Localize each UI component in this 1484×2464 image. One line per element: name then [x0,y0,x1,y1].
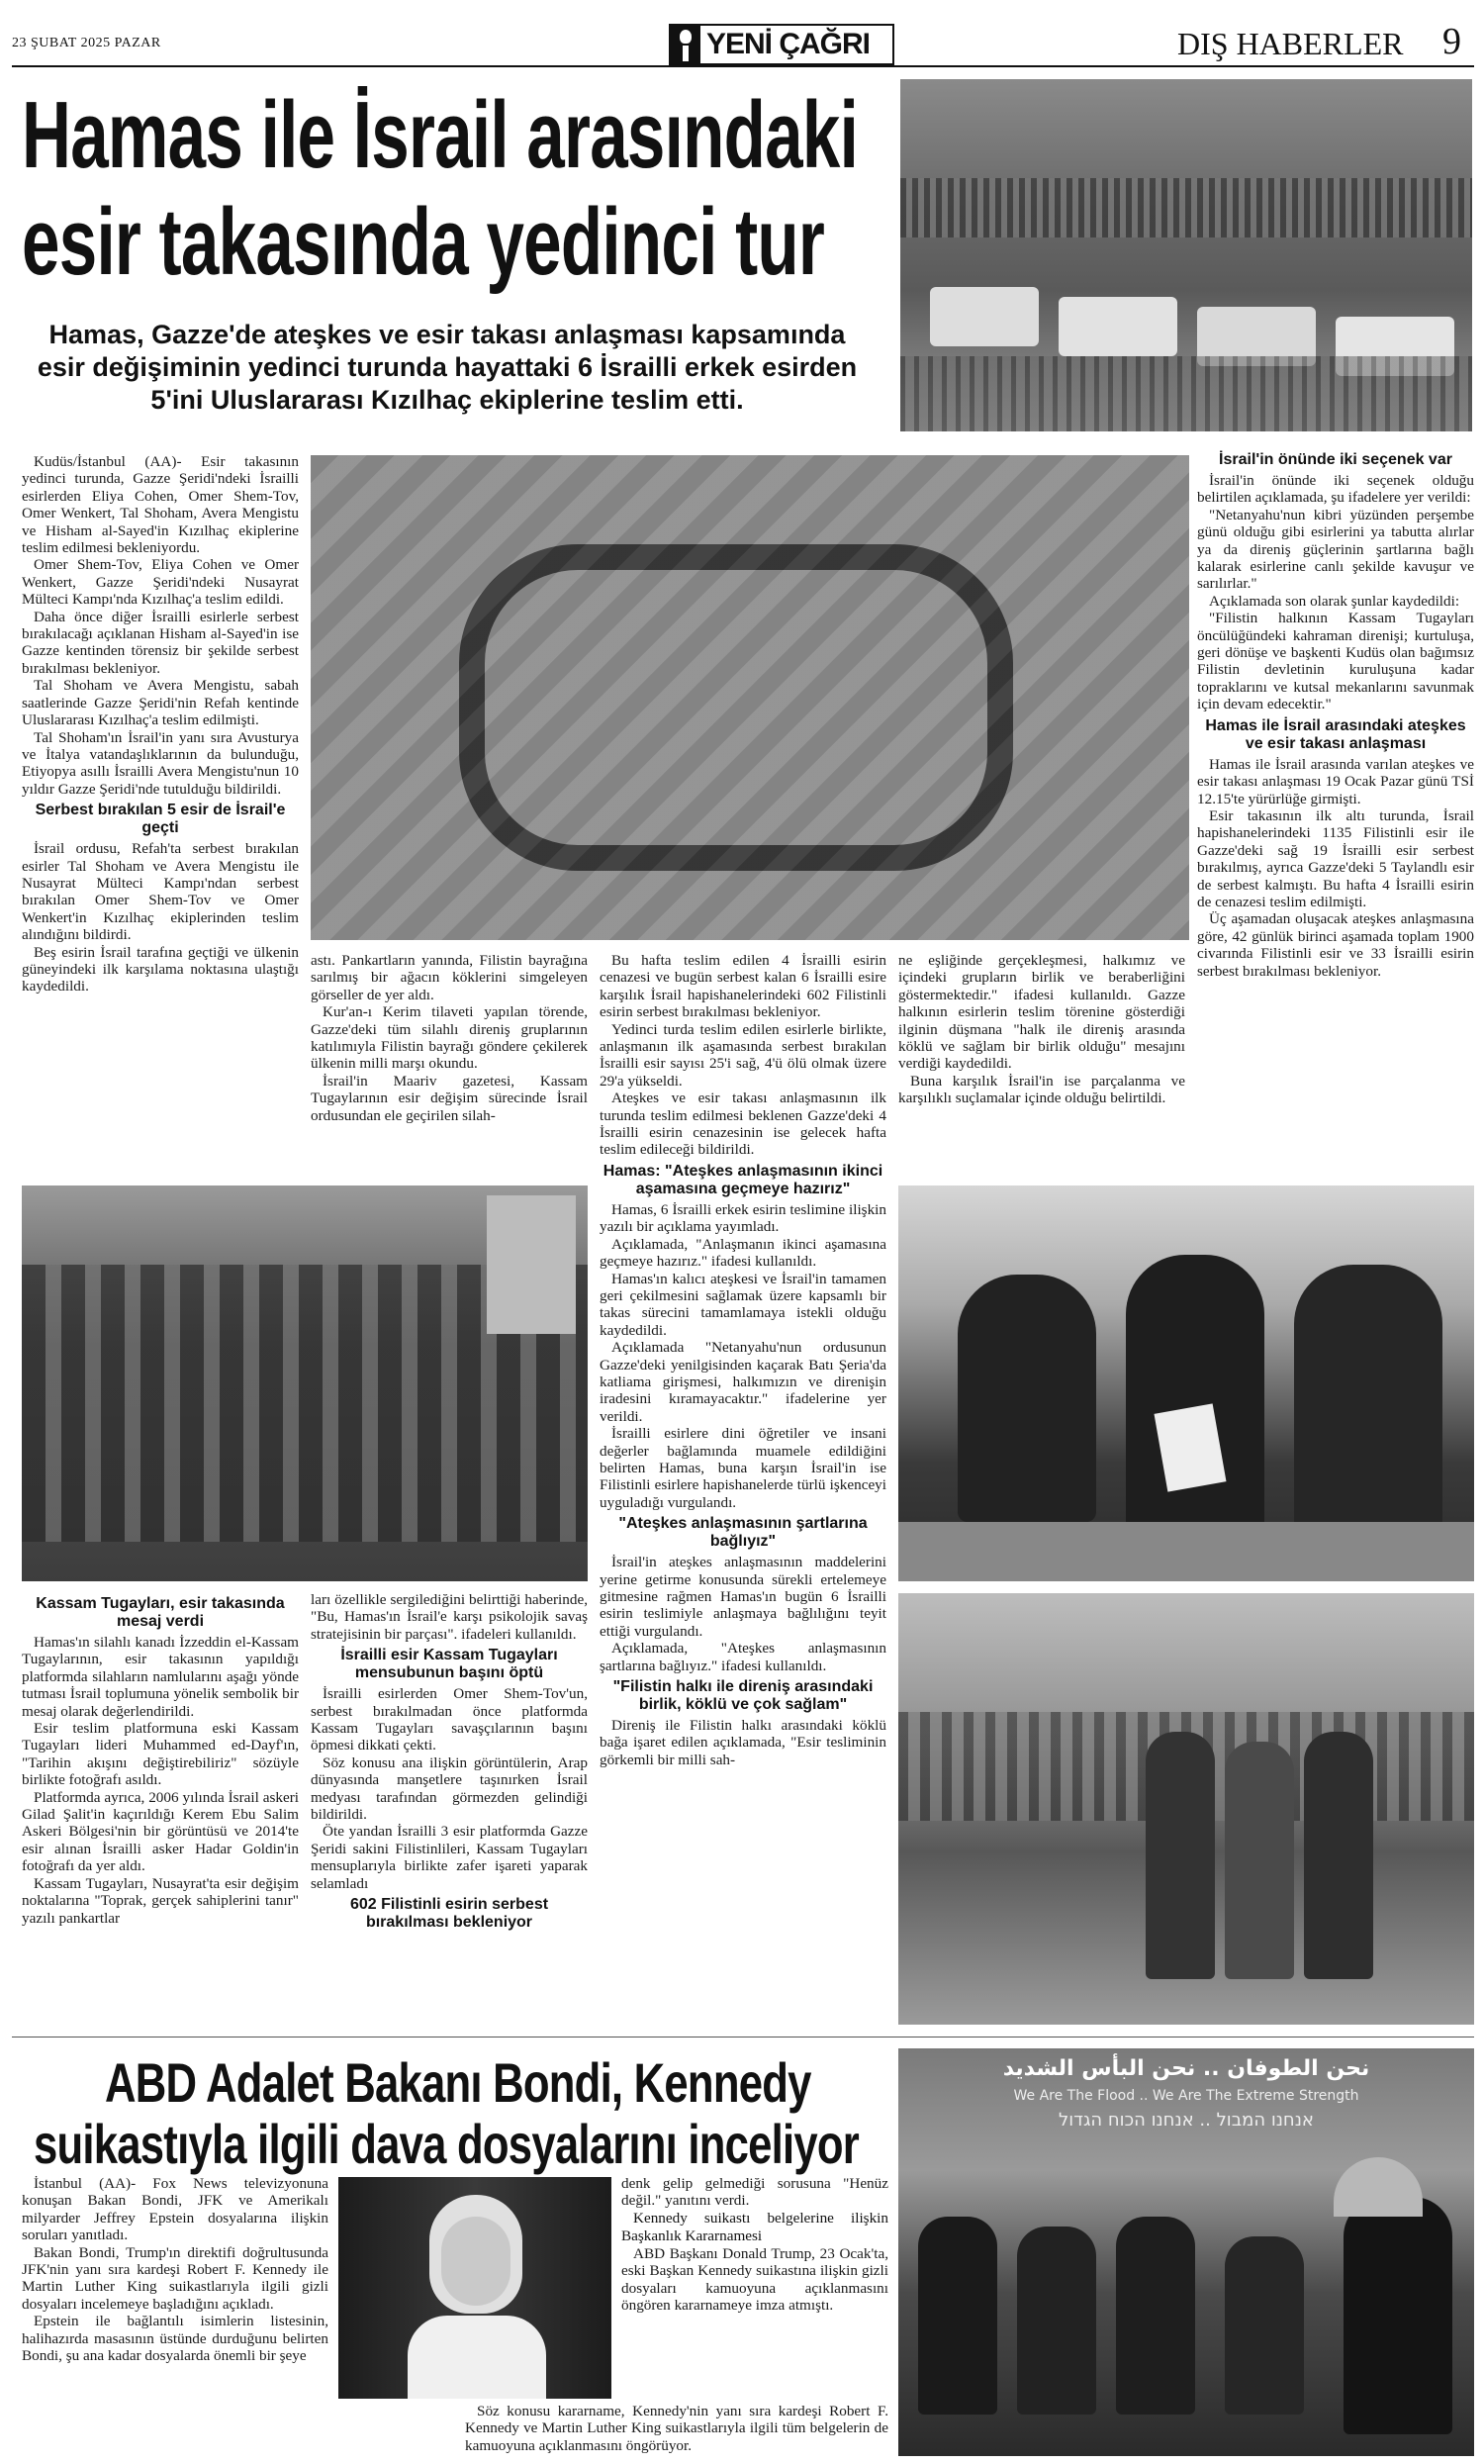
banner-english: We Are The Flood .. We Are The Extreme Strength [1013,2088,1359,2104]
paragraph: ABD Başkanı Donald Trump, 23 Ocak'ta, eski Başkan Kennedy suikastına ilişkin gizli dosyaları kamuoyuna açıklanmasını öngören kararnameye imza atmıştı. [621,2244,888,2315]
paragraph: Kudüs/İstanbul (AA)- Esir takasının yedinci turunda, Gazze Şeridi'ndeki İsrailli esirlerden Eliya Cohen, Omer Shem-Tov, Omer Wenkert, Tal Shoham, Avera Mengistu ve Hisham al-Sayed'in Kızılhaç ekiplerine teslim edilmesi bekleniyordu. [22,453,299,557]
header-rule [12,65,1474,67]
paragraph: Bu hafta teslim edilen 4 İsrailli esirin cenazesi ve bugün serbest kalan 6 İsrailli esire karşılık İsrail hapishanelerindeki 602 Filistinli esirin serbest bırakılması bekleniyor. [600,952,886,1021]
subheading: Serbest bırakılan 5 esir de İsrail'e geçti [35,802,286,837]
paragraph: Esir takasının ilk altı turunda, İsrail hapishanelerindeki 1135 Filistinli esir ile Gazze'deki sağ 19 İsrailli esir serbest bırakılmış, ayrıca Gazze'deki 5 Taylandlı esir de serbest kalmıştı. Bu hafta 4 İsrailli esirin de cenazesi teslim edilmişti. [1197,806,1474,910]
article1-column-2 [311,952,588,1176]
paragraph: Daha önce diğer İsrailli esirlerle serbest bırakılacağı açıklanan Hisham al-Sayed'in ise Gazze kentinden törensiz bir şekilde serbest bırakılması bekleniyor. [22,608,299,677]
photo-aerial-crowd [311,455,1189,940]
paragraph: denk gelip gelmediği sorusuna "Henüz değil." yanıtını verdi. [621,2175,888,2210]
article2-column-1 [22,2175,328,2454]
paragraph: Hamas'ın silahlı kanadı İzzeddin el-Kassam Tugaylarının, esir takasının yapıldığı platformda silahların namlularını aşağı yönde tutması İsrail toplumuna yönelik sembolik bir mesaj olarak değerlendirildi. [22,1634,299,1720]
torch-icon [671,26,700,63]
subheading: Hamas ile İsrail arasındaki ateşkes ve esir takası anlaşması [1205,716,1466,752]
deck: Hamas, Gazze'de ateşkes ve esir takası anlaşması kapsamında esir değişiminin yedinci turunda hayattaki 6 İsrailli erkek esirden 5'ini Uluslararası Kızılhaç ekiplerine teslim etti. [37,320,858,415]
paragraph: İsrail ordusu, Refah'ta serbest bırakılan esirler Tal Shoham ve Avera Mengistu ile Nusayrat Mülteci Kampı'ndan serbest bırakılan Omer Shem-Tov ve Omer Wenkert'in Kızılhaç ekiplerinden teslim alındığını bildirdi. [22,840,299,944]
photo-pam-bondi [338,2177,611,2399]
article1-column-lower-1 [22,1591,299,2025]
paragraph: ları özellikle sergilediğini belirttiği haberinde, "Bu, Hamas'ın İsrail'e karşı psikolojik savaş stratejisinin bir parçası". ifadeleri kullanıldı. [311,1591,588,1643]
paragraph: Direniş ile Filistin halkı arasındaki köklü bağa işaret edilen açıklamada, "Esir tesliminin görkemli bir milli sah- [600,1717,886,1768]
paragraph: Buna karşılık İsrail'in ise parçalanma ve karşılıklı suçlamalar içinde olduğu belirtildi. [898,1072,1185,1107]
paragraph: Öte yandan İsrailli 3 esir platformda Gazze Şeridi sakini Filistinlileri, Kassam Tugayları mensuplarıyla birlikte zafer işareti yaparak selamladı [311,1823,588,1892]
paragraph: ne eşliğinde gerçekleşmesi, halkımız ve içindeki grupların birlik ve beraberliğini göstermektedir." ifadesi kullanıldı. Gazze halkının esirlerin teslim törenine gösterdiği ilginin düşmana "halk ile direniş arasında köklü ve sağlam bir birlik olduğu" mesajını verdiği kaydedildi. [898,952,1185,1073]
headline-line-1: Hamas ile İsrail arasındaki [22,82,859,188]
photo-fighters-stage [22,1185,588,1581]
section-divider [12,2037,1474,2038]
subheading: İsrailli esir Kassam Tugayları mensubunun başını öptü [340,1647,558,1682]
paragraph: "Netanyahu'nun kibri yüzünden perşembe günü olduğu gibi esirlerini ya tabutta alırlar ya da direniş güçlerinin şartlarına bağlı kalarak esirlerine canlı şekilde kavuşur ve sarılırlar." [1197,506,1474,593]
article2-column-2 [621,2175,888,2399]
article1-column-1 [22,453,299,1176]
paragraph: Açıklamada son olarak şunlar kaydedildi: [1209,592,1460,610]
subheading: Kennedy suikastı belgelerine ilişkin Başkanlık Kararnamesi [621,2209,888,2244]
paragraph: Yedinci turda teslim edilen esirlerle birlikte, anlaşmanın ilk aşamasında serbest bırakılan İsrailli esir sayısı 25'i sağ, 4'ü ölü olmak üzere 29'a yükseldi. [600,1020,886,1090]
article1-column-right [1197,447,1474,1180]
paragraph: Açıklamada "Netanyahu'nun ordusunun Gazze'deki yenilgisinden kaçarak Batı Şeria'da katliama girişmesi, halkımızın ve direnişin iradesini kıramayacaktır." ifadelerine yer verildi. [600,1339,886,1425]
photo-gaza-trucks [900,79,1472,431]
paragraph: Omer Shem-Tov, Eliya Cohen ve Omer Wenkert, Gazze Şeridi'ndeki Nusayrat Mülteci Kampı'nda Kızılhaç'a teslim edildi. [22,556,299,609]
photo-hostage-certificate [898,1185,1474,1581]
banner-arabic: نحن الطوفان .. نحن البأس الشديد [1002,2056,1370,2081]
paragraph: Beş esirin İsrail tarafına geçtiği ve ülkenin güneyindeki ilk karşılama noktasına ulaştığı kaydedildi. [22,943,299,995]
paragraph: Açıklamada, "Ateşkes anlaşmasının şartlarına bağlıyız." ifadesi kullanıldı. [600,1640,886,1674]
paragraph: Hamas'ın kalıcı ateşkesi ve İsrail'in tamamen geri çekilmesini sağlamak üzere kapsamlı bir takas sürecini tamamlamaya istekli olduğu kaydedildi. [600,1270,886,1339]
paragraph: "Filistin halkının Kassam Tugayları öncülüğündeki kahraman direnişi; kurtuluşa, geri dönüşe ve başkenti Kudüs olan bağımsız Filistin devletinin kuruluşuna kadar topraklarını ve kutsal mekanlarını savunmak için devam edecektir." [1197,610,1474,713]
photo-banner-ceremony [898,2048,1474,2456]
section-title: DIŞ HABERLER [1177,26,1404,61]
subheading: Kassam Tugayları, esir takasında mesaj verdi [36,1595,285,1630]
paragraph: İsrailli esirlerden Omer Shem-Tov'un, serbest bırakılmadan önce platformda Kassam Tugayları savaşçılarının başını öpmesi dikkati çekti. [311,1685,588,1754]
photo-handover-walk [898,1593,1474,2025]
paragraph: Kur'an-ı Kerim tilaveti yapılan törende, Gazze'deki tüm silahlı direniş gruplarının katılımıyla Filistin bayrağı göndere çekilerek ülkenin milli marşı okundu. [311,1003,588,1073]
paragraph: Platformda ayrıca, 2006 yılında İsrail askeri Gilad Şalit'in kaçırıldığı Kerem Ebu Salim Askeri Bölgesi'nin bir görüntüsü ve 2014'te esir alınan İsrailli asker Hadar Goldin'in fotoğrafı da yer aldı. [22,1788,299,1875]
paragraph: İsrail'in ateşkes anlaşmasının maddelerini yerine getirme konusunda sürekli ertelemeye gitmesine rağmen Hamas'ın bugün 6 İsrailli esirin teslimiyle anlaşmaya bağlılığını teyit ettiği vurgulandı. [600,1554,886,1640]
article1-column-lower-2 [311,1591,588,2025]
paragraph: Epstein ile bağlantılı isimlerin listesinin, halihazırda masasının üstünde durduğunu belirten Bondi, şu ana kadar dosyalarda önemli bir şeye [22,2313,328,2365]
paragraph: Kassam Tugayları, Nusayrat'ta esir değişim noktalarına "Toprak, gerçek sahiplerini tanır" yazılı pankartlar [22,1874,299,1927]
paragraph: İstanbul (AA)- Fox News televizyonuna konuşan Bakan Bondi, JFK ve Amerikalı milyarder Jeffrey Epstein dosyalarına ilişkin soruları yanıtladı. [22,2175,328,2244]
subheading: "Ateşkes anlaşmasının şartlarına bağlıyız" [618,1515,868,1551]
paragraph: Açıklamada, "Anlaşmanın ikinci aşamasına geçmeye hazırız." ifadesi kullanıldı. [600,1235,886,1271]
paragraph: Söz konusu kararname, Kennedy'nin yanı sıra kardeşi Robert F. Kennedy ve Martin Luther King suikastlarıyla ilgili tüm belgelerin de kamuoyuna açıklanmasını öngörüyor. [465,2403,888,2454]
subheading: İsrail'in önünde iki seçenek var [1219,451,1452,468]
banner-hebrew: אנחנו המבול .. אנחנו הכוח הגדול [1059,2110,1314,2131]
paragraph: İsrail'in önünde iki seçenek olduğu belirtilen açıklamada, şu ifadelere yer verildi: [1197,472,1474,507]
article2-headline-line-2: suikastıyla ilgili dava dosyalarını inceliyor [34,2113,860,2175]
paragraph: Söz konusu ana ilişkin görüntülerin, Arap dünyasında manşetlere taşınırken İsrail medyası tarafından görmezden gelindiği bildirildi. [311,1753,588,1824]
article2-headline-box [22,2048,888,2177]
logo-text: YENİ ÇAĞRI [706,28,871,60]
article1-column-3 [600,952,886,2040]
paragraph: Tal Shoham'ın İsrail'in yanı sıra Avusturya ve İtalya vatandaşlıklarının da bulunduğu, Etiyopya asıllı İsrailli Avera Mengistu'nun 10 yıldır Gazze Şeridi'nde tutulduğu bildirildi. [22,728,299,798]
masthead-logo[interactable] [669,24,894,65]
article1-column-4 [898,952,1185,1176]
paragraph: Ateşkes ve esir takası anlaşmasının ilk turunda teslim edilmesi beklenen Gazze'deki 4 İsrailli esirin cenazesinin ise gelecek hafta teslim edileceği bildirildi. [600,1090,886,1159]
paragraph: İsrailli esirlere dini öğretiler ve insani değerler bağlamında muamele edildiğini belirten Hamas, buna karşın İsrail'in ise Filistinli esirlere hapishanelerde türlü işkenceyi uyguladığı vurgulandı. [600,1425,886,1511]
article2-column-2-tail [465,2403,888,2458]
subheading: "Filistin halkı ile direniş arasındaki birlik, köklü ve çok sağlam" [612,1678,874,1714]
article2-headline-line-1: ABD Adalet Bakanı Bondi, Kennedy [105,2051,811,2114]
paragraph: astı. Pankartların yanında, Filistin bayrağına sarılmış bir ağacın köklerini simgeleyen görseller de yer aldı. [311,952,588,1003]
paragraph: Tal Shoham ve Avera Mengistu, sabah saatlerinde Gazze Şeridi'nin Refah kentinde Uluslararası Kızılhaç'a teslim edilmişti. [22,677,299,729]
subheading: 602 Filistinli esirin serbest bırakılması bekleniyor [349,1896,549,1932]
paragraph: Hamas, 6 İsrailli erkek esirin teslimine ilişkin yazılı bir açıklama yayımladı. [600,1200,886,1236]
paragraph: Esir teslim platformuna eski Kassam Tugayları lideri Muhammed ed-Dayf'ın, "Tarihin akışını değiştirebiliriz" sözüyle birlikte fotoğrafı asıldı. [22,1720,299,1789]
issue-date: 23 ŞUBAT 2025 PAZAR [12,36,161,50]
paragraph: İsrail'in Maariv gazetesi, Kassam Tugaylarının esir değişim sürecinde İsrail ordusundan ele geçirilen silah- [311,1072,588,1124]
page-number: 9 [1442,21,1461,62]
paragraph: Üç aşamadan oluşacak ateşkes anlaşmasına göre, 42 günlük birinci aşamada toplam 1900 civarında Filistinli esir ve 33 İsrailli esirin serbest bırakılması bekleniyor. [1197,910,1474,980]
paragraph: Hamas ile İsrail arasında varılan ateşkes ve esir takası anlaşması 19 Ocak Pazar günü TSİ 12.15'te yürürlüğe girmişti. [1197,755,1474,807]
headline-line-2: esir takasında yedinci tur [22,189,825,295]
paragraph: Bakan Bondi, Trump'ın direktifi doğrultusunda JFK'nin yanı sıra kardeşi Robert F. Kennedy ile Martin Luther King suikastlarıyla ilgili gizli dosyaları incelemeye başladığını açıkladı. [22,2243,328,2313]
subheading: Hamas: "Ateşkes anlaşmasının ikinci aşamasına geçmeye hazırız" [603,1162,883,1197]
